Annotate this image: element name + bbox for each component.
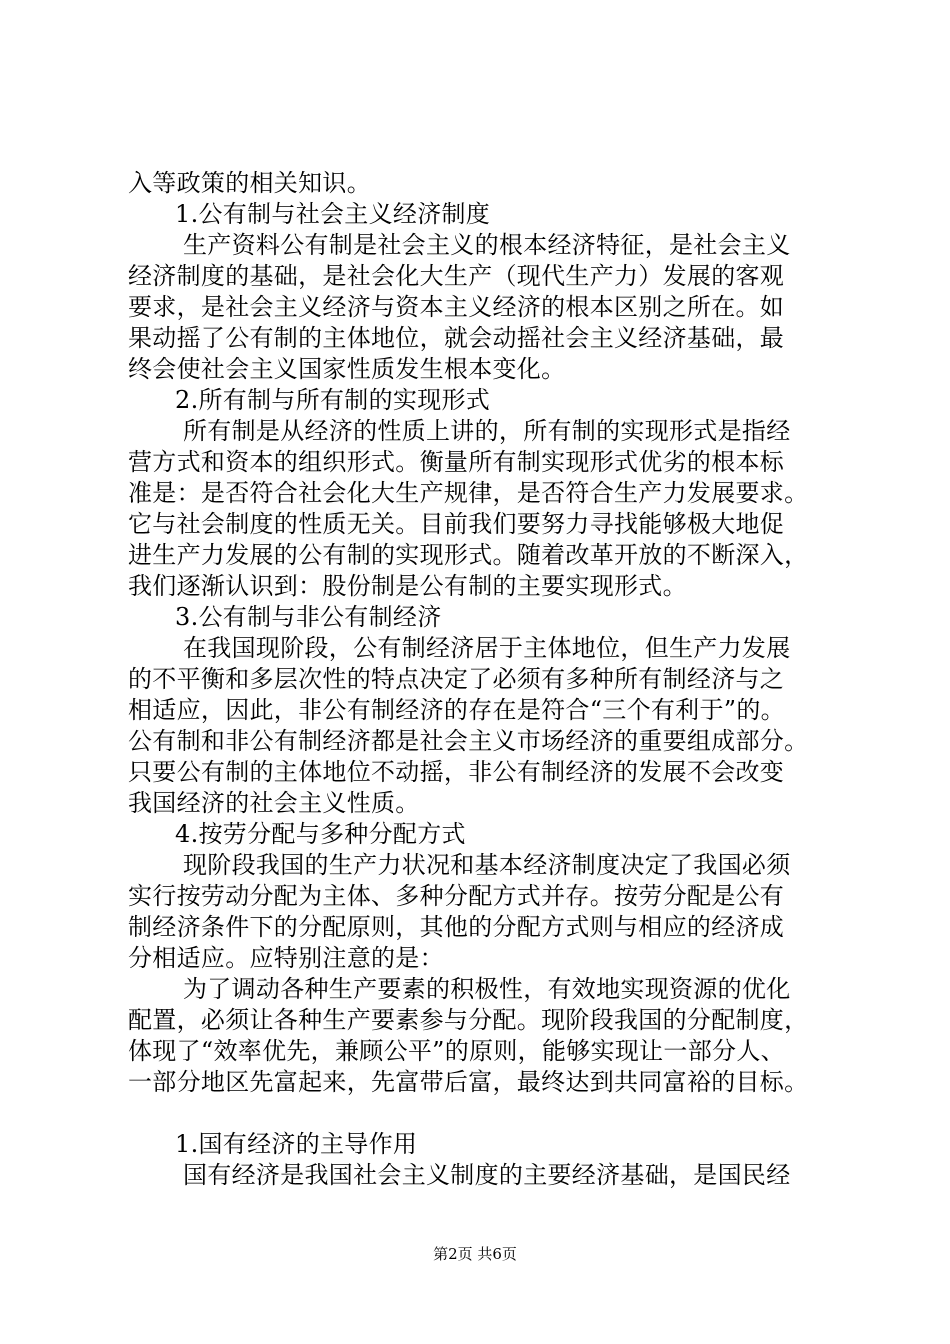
text-line: 生产资料公有制是社会主义的根本经济特征，是社会主义 bbox=[183, 231, 791, 259]
text-line: 实行按劳动分配为主体、多种分配方式并存。按劳分配是公有 bbox=[128, 882, 785, 910]
text-line: 体现了“效率优先，兼顾公平”的原则，能够实现让一部分人、 bbox=[128, 1037, 785, 1065]
paragraph-gap bbox=[128, 1098, 834, 1129]
text-line: 为了调动各种生产要素的积极性，有效地实现资源的优化 bbox=[183, 975, 791, 1003]
text-line: 我国经济的社会主义性质。 bbox=[128, 789, 420, 817]
text-line: 一部分地区先富起来，先富带后富，最终达到共同富裕的目标。 bbox=[128, 1068, 809, 1096]
text-line: 要求，是社会主义经济与资本主义经济的根本区别之所在。如 bbox=[128, 293, 785, 321]
text-line: 现阶段我国的生产力状况和基本经济制度决定了我国必须 bbox=[183, 851, 791, 879]
section-heading: 2.所有制与所有制的实现形式 bbox=[175, 386, 491, 414]
text-line: 分相适应。应特别注意的是： bbox=[128, 944, 444, 972]
document-body bbox=[128, 168, 834, 1191]
section-heading: 3.公有制与非公有制经济 bbox=[175, 603, 442, 631]
text-line: 公有制和非公有制经济都是社会主义市场经济的重要组成部分。 bbox=[128, 727, 809, 755]
text-line: 所有制是从经济的性质上讲的，所有制的实现形式是指经 bbox=[183, 417, 791, 445]
text-line: 制经济条件下的分配原则，其他的分配方式则与相应的经济成 bbox=[128, 913, 785, 941]
page-footer: 第2页 共6页 bbox=[433, 1245, 517, 1263]
section-heading: 4.按劳分配与多种分配方式 bbox=[175, 820, 466, 848]
text-line: 入等政策的相关知识。 bbox=[128, 169, 371, 197]
text-line: 在我国现阶段，公有制经济居于主体地位，但生产力发展 bbox=[183, 634, 791, 662]
text-line: 果动摇了公有制的主体地位，就会动摇社会主义经济基础，最 bbox=[128, 324, 785, 352]
text-line: 国有经济是我国社会主义制度的主要经济基础，是国民经 bbox=[183, 1161, 791, 1189]
text-line: 它与社会制度的性质无关。目前我们要努力寻找能够极大地促 bbox=[128, 510, 785, 538]
text-line: 相适应，因此，非公有制经济的存在是符合“三个有利于”的。 bbox=[128, 696, 785, 724]
text-line: 经济制度的基础，是社会化大生产（现代生产力）发展的客观 bbox=[128, 262, 785, 290]
text-line: 准是：是否符合社会化大生产规律，是否符合生产力发展要求。 bbox=[128, 479, 809, 507]
text-line: 终会使社会主义国家性质发生根本变化。 bbox=[128, 355, 566, 383]
text-line: 我们逐渐认识到：股份制是公有制的主要实现形式。 bbox=[128, 572, 687, 600]
section-heading: 1.公有制与社会主义经济制度 bbox=[175, 200, 491, 228]
section-heading: 1.国有经济的主导作用 bbox=[175, 1130, 418, 1158]
text-line: 配置，必须让各种生产要素参与分配。现阶段我国的分配制度， bbox=[128, 1006, 809, 1034]
text-line: 进生产力发展的公有制的实现形式。随着改革开放的不断深入， bbox=[128, 541, 809, 569]
text-line: 营方式和资本的组织形式。衡量所有制实现形式优劣的根本标 bbox=[128, 448, 785, 476]
text-line: 的不平衡和多层次性的特点决定了必须有多种所有制经济与之 bbox=[128, 665, 785, 693]
text-line: 只要公有制的主体地位不动摇，非公有制经济的发展不会改变 bbox=[128, 758, 785, 786]
